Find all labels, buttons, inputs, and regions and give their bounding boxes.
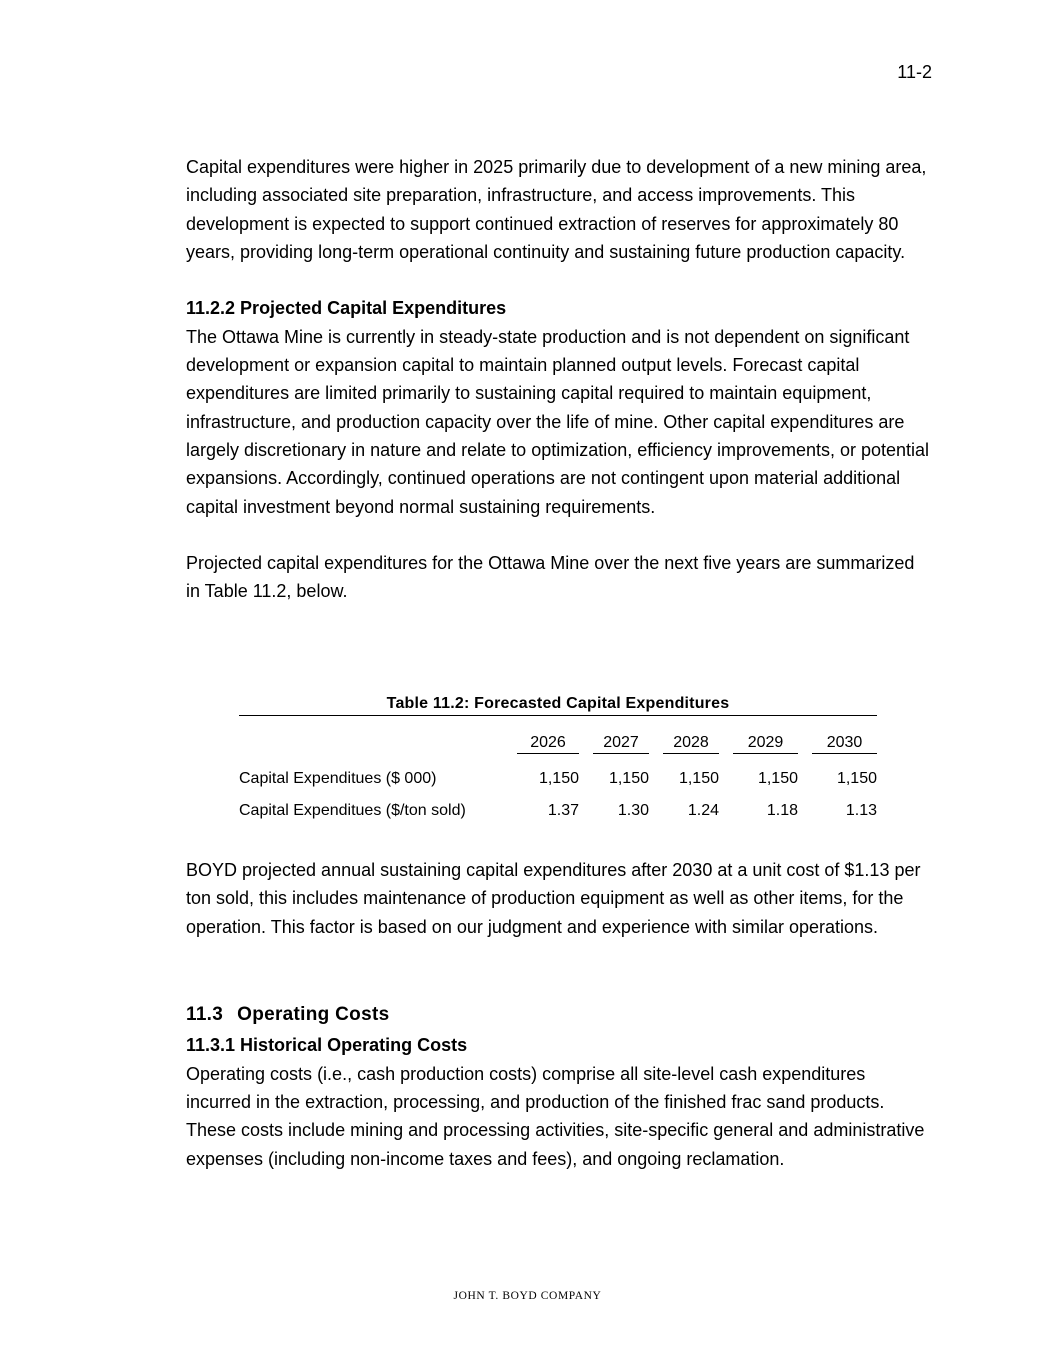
document-body (186, 153, 931, 606)
paragraph-table-intro: Projected capital expenditures for the Ottawa Mine over the next five years are summarized in Table 11.2, below. (186, 553, 915, 602)
row-label: Capital Expenditues ($ 000) (239, 770, 437, 787)
table-title: Table 11.2: Forecasted Capital Expenditures (239, 695, 877, 716)
year-header: 2027 (579, 730, 649, 754)
year-header: 2030 (798, 730, 877, 754)
table-cell: 1,150 (608, 770, 649, 787)
table-cell: 1,150 (538, 770, 579, 787)
heading-operating-costs: 11.3 Operating Costs (186, 1004, 390, 1026)
row-label: Capital Expenditues ($/ton sold) (239, 802, 466, 819)
table-row (239, 763, 877, 795)
table-cell: 1,150 (836, 770, 877, 787)
table-cell: 1.30 (617, 802, 649, 819)
year-header: 2029 (719, 730, 798, 754)
table-cell: 1,150 (757, 770, 798, 787)
table-cell: 1.18 (766, 802, 798, 819)
heading-historical-operating-costs: 11.3.1 Historical Operating Costs (186, 1035, 468, 1056)
table-cell: 1,150 (678, 770, 719, 787)
paragraph-capex-2025: Capital expenditures were higher in 2025 primarily due to development of a new mining area, including associated site preparation, infrastructure, and access improvements. This development is expected to support continued extraction of reserves for approximately 80 years, providing long-term operational continuity and sustaining future production capacity. (186, 157, 927, 262)
footer-company-name: JOHN T. BOYD COMPANY (453, 1290, 602, 1302)
year-header: 2028 (649, 730, 719, 754)
table-row (239, 795, 877, 827)
paragraph-steady-state: The Ottawa Mine is currently in steady-state production and is not dependent on significant development or expansion capital to maintain planned output levels. Forecast capital expenditures are limited primarily to sustaining capital required to maintain equipment, infrastructure, and production capacity over the life of mine. Other capital expenditures are largely discretionary in nature and relate to optimization, efficiency improvements, or potential expansions. Accordingly, continued operations are not contingent upon material additional capital investment beyond normal sustaining requirements. (186, 326, 930, 517)
table-cell: 1.24 (687, 802, 719, 819)
capex-table-grid (239, 730, 877, 827)
table-cell: 1.13 (845, 802, 877, 819)
heading-projected-capex: 11.2.2 Projected Capital Expenditures (186, 298, 507, 319)
page-number: 11-2 (897, 62, 932, 82)
paragraph-operating-costs: Operating costs (i.e., cash production costs) comprise all site-level cash expenditures incurred in the extraction, processing, and production of the finished frac sand products. These costs include mining and processing activities, site-specific general and administrative expenses (including non-income taxes and fees), and ongoing reclamation. (186, 1063, 925, 1169)
table-cell: 1.37 (547, 802, 579, 819)
document-body-continued (186, 856, 931, 1173)
capex-table (239, 695, 877, 827)
paragraph-sustaining-capex: BOYD projected annual sustaining capital expenditures after 2030 at a unit cost of $1.13 per ton sold, this includes maintenance of production equipment as well as other items, for the operation. This factor is based on our judgment and experience with similar operations. (186, 860, 921, 937)
year-header: 2026 (503, 730, 579, 754)
